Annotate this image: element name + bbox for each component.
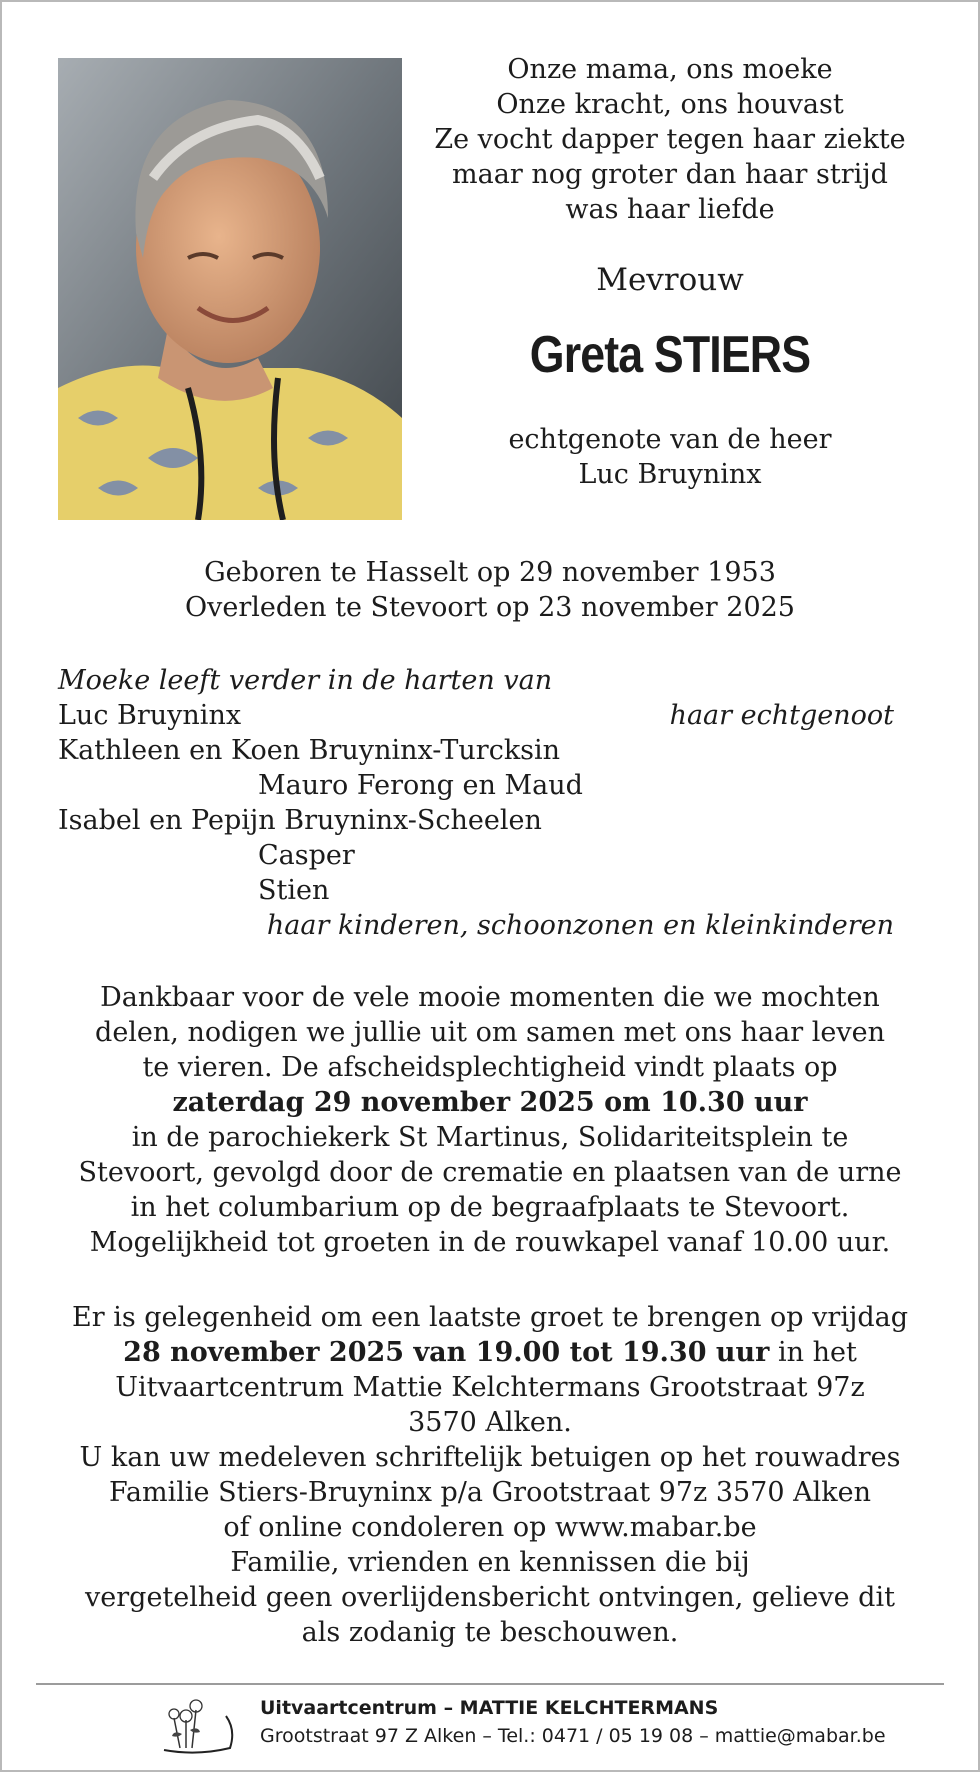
footer-divider (36, 1683, 944, 1685)
ceremony-date: zaterdag 29 november 2025 om 10.30 uur (172, 1087, 808, 1118)
visitation-date: 28 november 2025 van 19.00 tot 19.30 uur (123, 1337, 770, 1368)
header-column (420, 52, 920, 492)
visitation-line: Er is gelegenheid om een laatste groet te brengen op vrijdag (72, 1302, 908, 1333)
family-grandchild: Stien (258, 875, 330, 906)
ceremony-line: in de parochiekerk St Martinus, Solidariteitsplein te (131, 1122, 849, 1153)
ceremony-paragraph (40, 980, 940, 1260)
visitation-line: Familie Stiers-Bruyninx p/a Grootstraat 97z 3570 Alken (109, 1477, 871, 1508)
title-prefix: Mevrouw (596, 262, 744, 298)
ceremony-line: Mogelijkheid tot groeten in de rouwkapel vanaf 10.00 uur. (89, 1227, 891, 1258)
children-role: haar kinderen, schoonzonen en kleinkinderen (266, 910, 894, 941)
deceased-name: Greta STIERS (529, 326, 811, 384)
spouse-intro: echtgenote van de heer (508, 424, 832, 455)
flower-logo-icon (156, 1690, 238, 1756)
family-child: Isabel en Pepijn Bruyninx-Scheelen (58, 805, 542, 836)
family-child: Kathleen en Koen Bruyninx-Turcksin (58, 735, 561, 766)
family-intro: Moeke leeft verder in de harten van (58, 665, 553, 696)
spouse-block (420, 422, 920, 492)
life-dates (0, 555, 980, 625)
poem-line: was haar liefde (565, 194, 775, 225)
family-list (58, 663, 894, 943)
ceremony-line: delen, nodigen we jullie uit om samen met ons haar leven (95, 1017, 885, 1048)
visitation-date-suffix: in het (769, 1337, 857, 1368)
poem-line: Onze kracht, ons houvast (496, 89, 844, 120)
visitation-line: 3570 Alken. (408, 1407, 572, 1438)
husband-name: Luc Bruyninx (58, 700, 242, 731)
visitation-line: of online condoleren op www.mabar.be (223, 1512, 757, 1543)
family-grandchild: Casper (258, 840, 355, 871)
visitation-line: Familie, vrienden en kennissen die bij (230, 1547, 750, 1578)
ceremony-line: te vieren. De afscheidsplechtigheid vindt plaats op (142, 1052, 838, 1083)
visitation-line: U kan uw medeleven schriftelijk betuigen op het rouwadres (79, 1442, 901, 1473)
birth-line: Geboren te Hasselt op 29 november 1953 (204, 557, 776, 588)
poem-line: Onze mama, ons moeke (507, 54, 833, 85)
ceremony-line: Stevoort, gevolgd door de crematie en plaatsen van de urne (78, 1157, 902, 1188)
visitation-paragraph (40, 1300, 940, 1650)
family-row (58, 698, 894, 733)
visitation-line: vergetelheid geen overlijdensbericht ontvingen, gelieve dit (85, 1582, 895, 1613)
ceremony-line: in het columbarium op de begraafplaats te Stevoort. (130, 1192, 850, 1223)
death-line: Overleden te Stevoort op 23 november 2025 (185, 592, 795, 623)
visitation-line: Uitvaartcentrum Mattie Kelchtermans Grootstraat 97z (115, 1372, 865, 1403)
funeral-home-footer (260, 1694, 886, 1750)
poem-line: maar nog groter dan haar strijd (452, 159, 888, 190)
visitation-line: als zodanig te beschouwen. (301, 1617, 679, 1648)
portrait-photo (58, 58, 402, 520)
poem-line: Ze vocht dapper tegen haar ziekte (434, 124, 906, 155)
funeral-home-contact: Grootstraat 97 Z Alken – Tel.: 0471 / 05 19 08 – mattie@mabar.be (260, 1725, 886, 1747)
poem (420, 52, 920, 227)
spouse-name: Luc Bruyninx (578, 459, 762, 490)
ceremony-line: Dankbaar voor de vele mooie momenten die we mochten (100, 982, 880, 1013)
family-grandchild: Mauro Ferong en Maud (258, 770, 583, 801)
funeral-home-name: Uitvaartcentrum – MATTIE KELCHTERMANS (260, 1697, 719, 1719)
husband-role: haar echtgenoot (669, 700, 894, 731)
visitation-date-line (40, 1335, 940, 1370)
